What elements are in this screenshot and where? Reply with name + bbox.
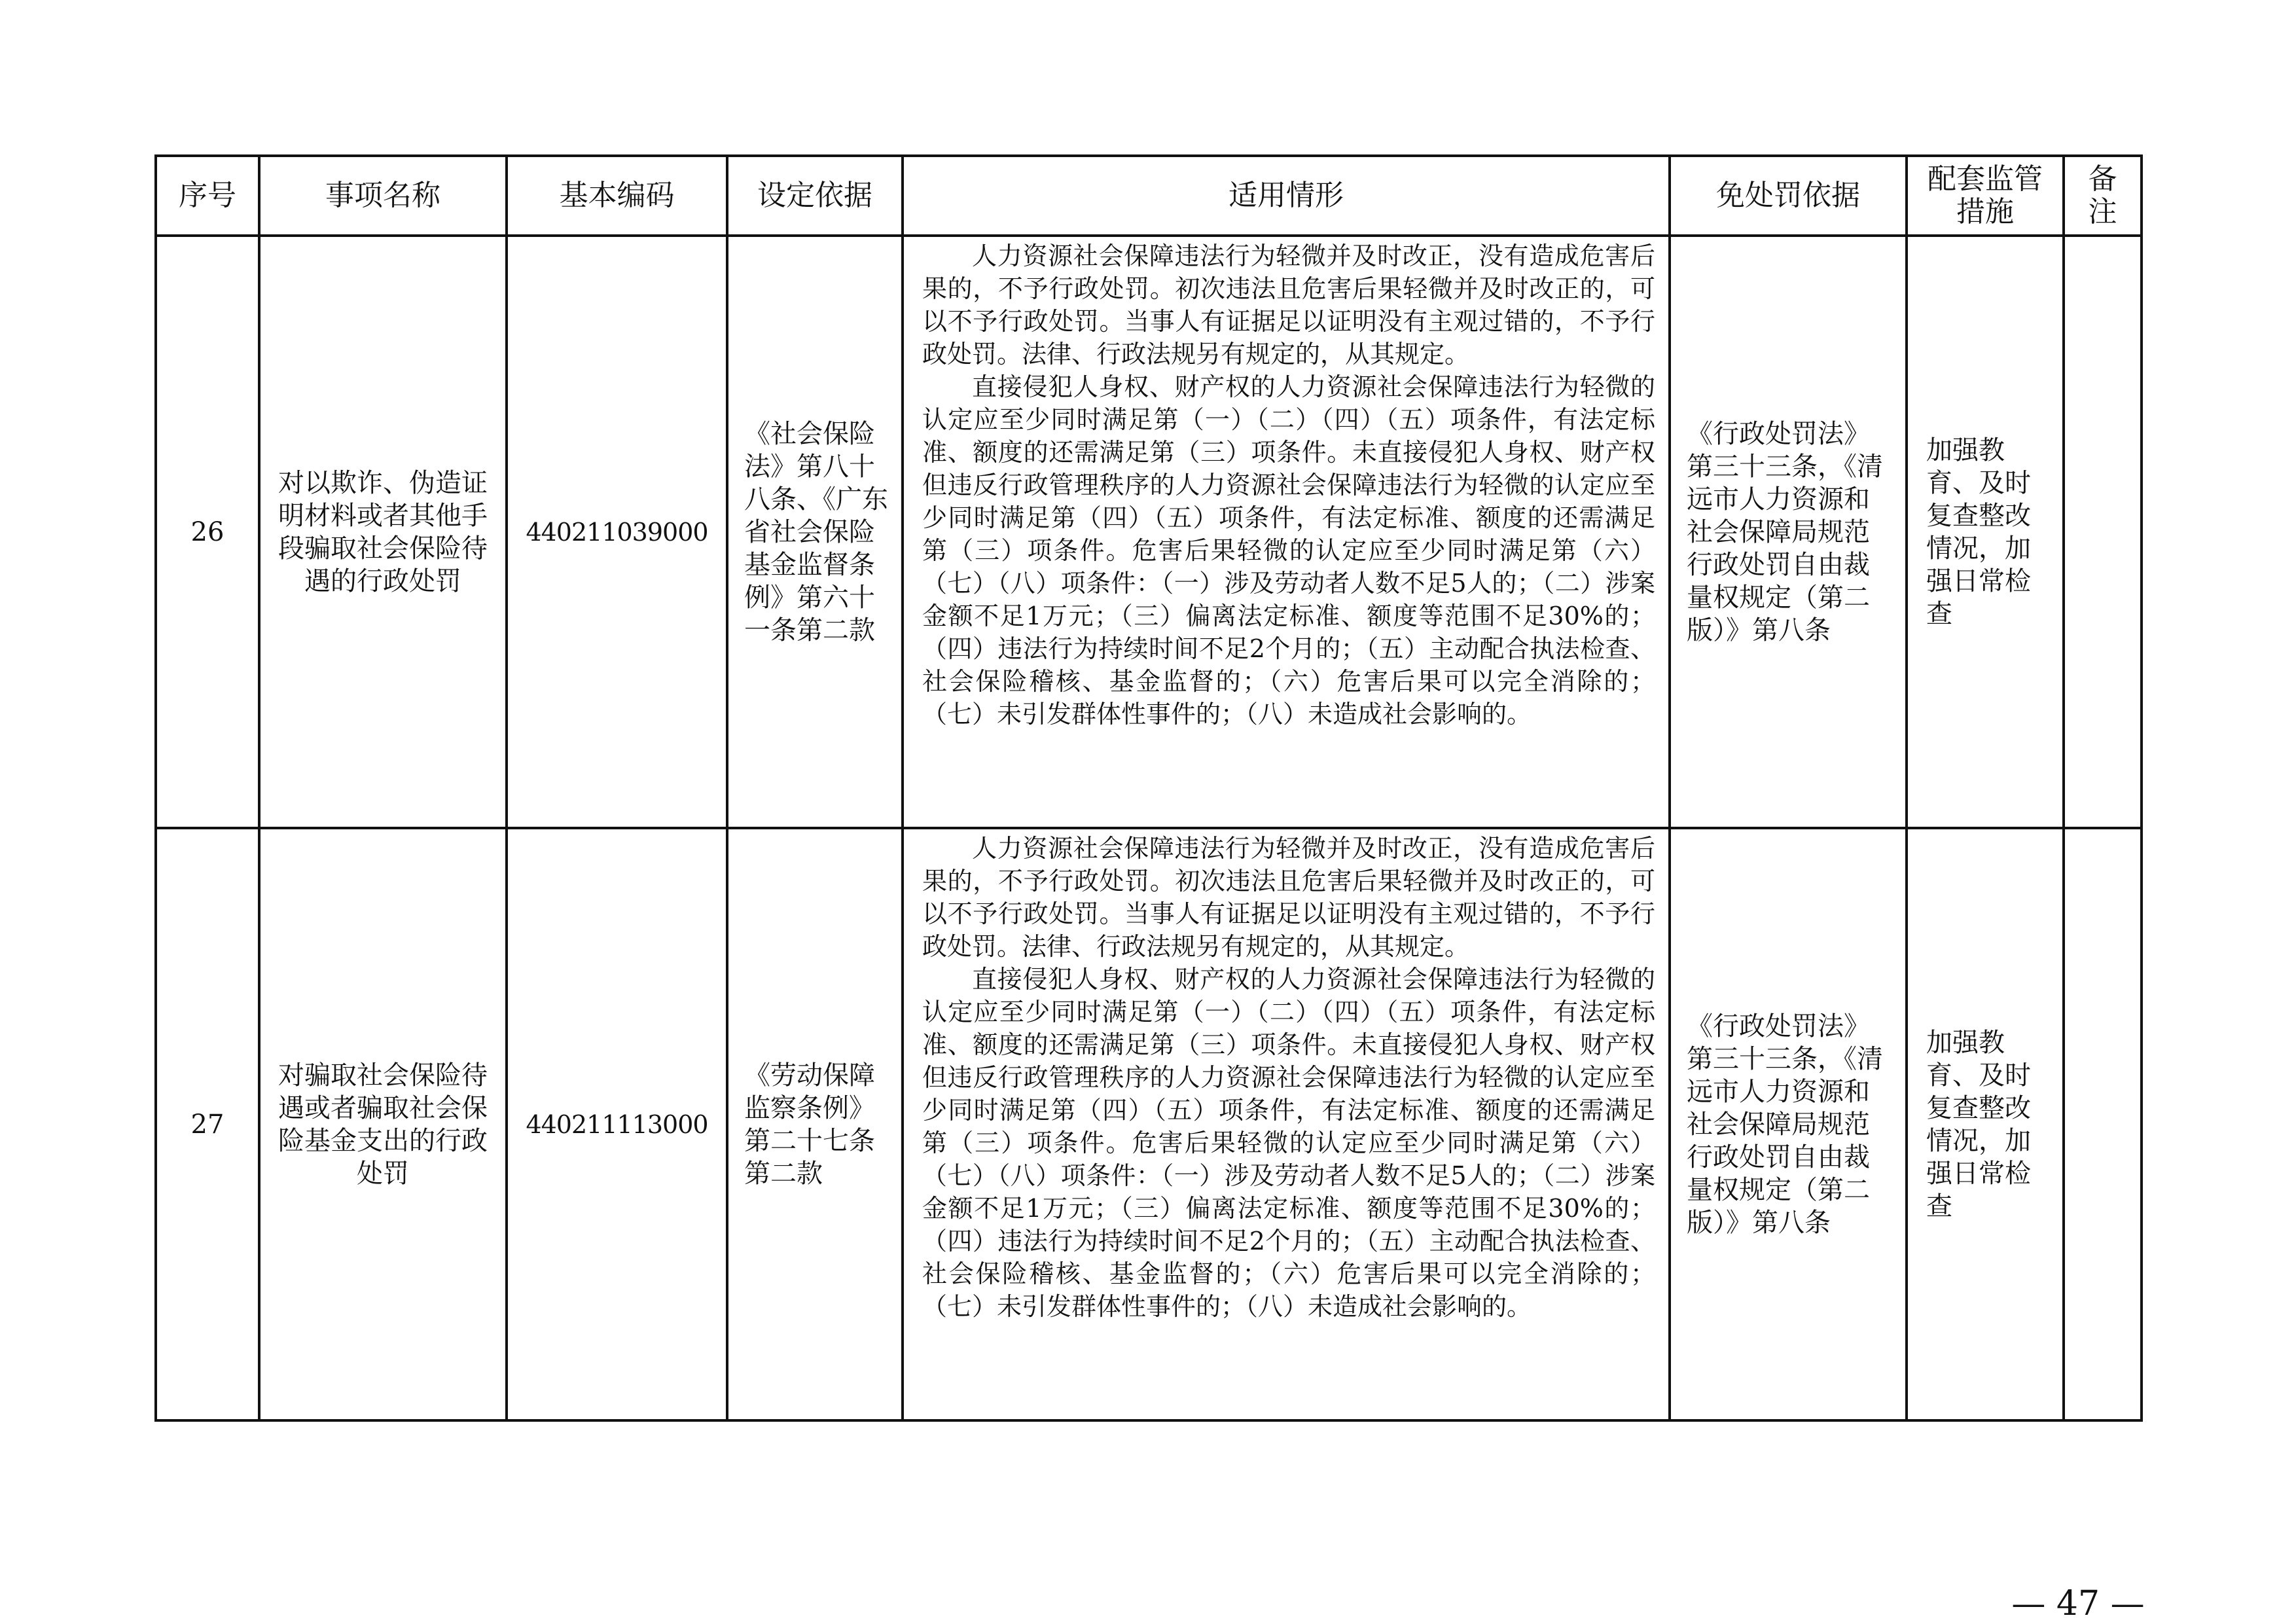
- row-seq: 26: [156, 236, 259, 828]
- row-basic-code: 440211113000: [507, 828, 727, 1420]
- row-remarks: [2064, 828, 2142, 1420]
- row-legal-basis: 《社会保险法》第八十八条、《广东省社会保险基金监督条例》第六十一条第二款: [727, 236, 903, 828]
- row-item-name: 对骗取社会保险待遇或者骗取社会保险基金支出的行政处罚: [259, 828, 507, 1420]
- table-row: [156, 828, 2142, 1420]
- row-seq: 27: [156, 828, 259, 1420]
- table-row: [156, 236, 2142, 828]
- header-exemption-basis: 免处罚依据: [1670, 156, 1907, 236]
- situation-paragraph: 直接侵犯人身权、财产权的人力资源社会保障违法行为轻微的认定应至少同时满足第（一）（二）（四）（五）项条件，有法定标准、额度的还需满足第（三）项条件。未直接侵犯人身权、财产权但违反行政管理秩序的人力资源社会保障违法行为轻微的认定应至少同时满足第（四）（五）项条件，有法定标准、额度的还需满足第（三）项条件。危害后果轻微的认定应至少同时满足第（六）（七）（八）项条件：（一）涉及劳动者人数不足5人的；（二）涉案金额不足1万元；（三）偏离法定标准、额度等范围不足30%的；（四）违法行为持续时间不足2个月的；（五）主动配合执法检查、社会保险稽核、基金监督的；（六）危害后果可以完全消除的；（七）未引发群体性事件的；（八）未造成社会影响的。: [922, 965, 1655, 1321]
- row-basic-code: 440211039000: [507, 236, 727, 828]
- header-item-name: 事项名称: [259, 156, 507, 236]
- row-remarks: [2064, 236, 2142, 828]
- header-row: [156, 156, 2142, 236]
- row-item-name: 对以欺诈、伪造证明材料或者其他手段骗取社会保险待遇的行政处罚: [259, 236, 507, 828]
- header-remarks: 备注: [2064, 156, 2142, 236]
- header-supporting-measures: 配套监管措施: [1907, 156, 2064, 236]
- row-exemption-basis: 《行政处罚法》第三十三条，《清远市人力资源和社会保障局规范行政处罚自由裁量权规定（第二版）》第八条: [1670, 236, 1907, 828]
- situation-paragraph: 人力资源社会保障违法行为轻微并及时改正，没有造成危害后果的，不予行政处罚。初次违法且危害后果轻微并及时改正的，可以不予行政处罚。当事人有证据足以证明没有主观过错的，不予行政处罚。法律、行政法规另有规定的，从其规定。: [922, 834, 1655, 961]
- situation-paragraph: 人力资源社会保障违法行为轻微并及时改正，没有造成危害后果的，不予行政处罚。初次违法且危害后果轻微并及时改正的，可以不予行政处罚。当事人有证据足以证明没有主观过错的，不予行政处罚。法律、行政法规另有规定的，从其规定。: [922, 242, 1655, 369]
- header-applicable-situation: 适用情形: [903, 156, 1670, 236]
- row-applicable-situation: [903, 236, 1670, 828]
- penalty-exemption-table: [154, 154, 2143, 1422]
- row-legal-basis: 《劳动保障监察条例》第二十七条第二款: [727, 828, 903, 1420]
- page-number: — 47 —: [2011, 1584, 2145, 1623]
- situation-paragraph: 直接侵犯人身权、财产权的人力资源社会保障违法行为轻微的认定应至少同时满足第（一）（二）（四）（五）项条件，有法定标准、额度的还需满足第（三）项条件。未直接侵犯人身权、财产权但违反行政管理秩序的人力资源社会保障违法行为轻微的认定应至少同时满足第（四）（五）项条件，有法定标准、额度的还需满足第（三）项条件。危害后果轻微的认定应至少同时满足第（六）（七）（八）项条件：（一）涉及劳动者人数不足5人的；（二）涉案金额不足1万元；（三）偏离法定标准、额度等范围不足30%的；（四）违法行为持续时间不足2个月的；（五）主动配合执法检查、社会保险稽核、基金监督的；（六）危害后果可以完全消除的；（七）未引发群体性事件的；（八）未造成社会影响的。: [922, 372, 1655, 729]
- row-applicable-situation: [903, 828, 1670, 1420]
- header-legal-basis: 设定依据: [727, 156, 903, 236]
- row-supporting-measures: 加强教育、及时复查整改情况，加强日常检查: [1907, 828, 2064, 1420]
- header-seq: 序号: [156, 156, 259, 236]
- header-basic-code: 基本编码: [507, 156, 727, 236]
- row-exemption-basis: 《行政处罚法》第三十三条，《清远市人力资源和社会保障局规范行政处罚自由裁量权规定（第二版）》第八条: [1670, 828, 1907, 1420]
- row-supporting-measures: 加强教育、及时复查整改情况，加强日常检查: [1907, 236, 2064, 828]
